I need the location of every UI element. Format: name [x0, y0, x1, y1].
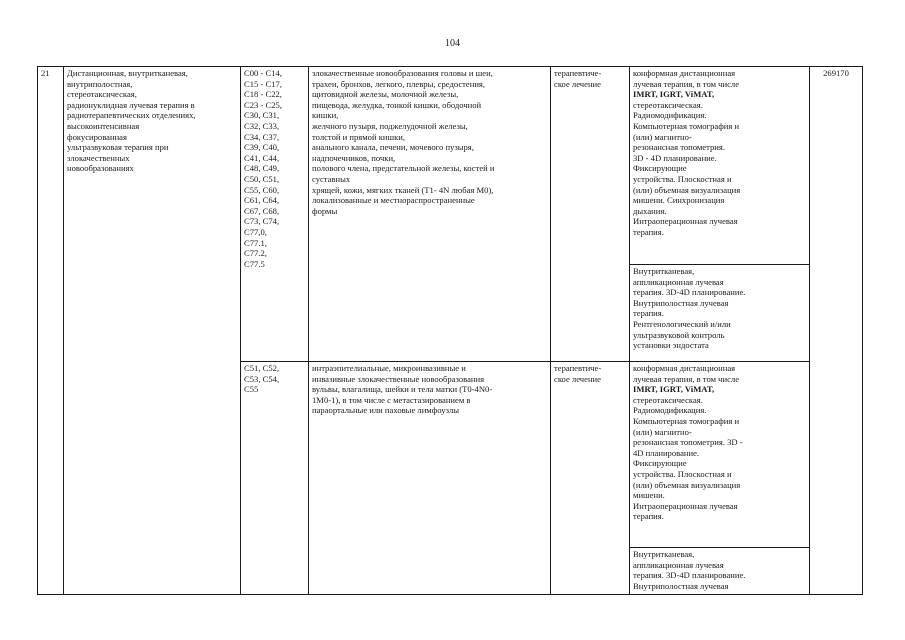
method-line: IMRT, IGRT, ViMAT, — [633, 384, 715, 395]
method-line: терапия. — [633, 226, 664, 237]
procedure-name-line: стереотаксическая, — [67, 89, 137, 100]
icd-codes-cell — [241, 67, 309, 362]
method-line: установки эндостата — [633, 340, 709, 351]
treatment-type-line: ское лечение — [554, 373, 601, 384]
disease-line: формы — [312, 205, 338, 216]
disease-line: 1M0-1), в том числе с метастазированием в — [312, 394, 471, 405]
procedure-name-line: внутриполостная, — [67, 78, 133, 89]
treatment-type-line: ское лечение — [554, 78, 601, 89]
disease-line: анального канала, печени, мочевого пузыря, — [312, 142, 474, 153]
method-line: лучевая терапия, в том числе — [633, 78, 740, 89]
disease-line: хрящей, кожи, мягких тканей (T1- 4N любая M0), — [312, 184, 494, 195]
method-line: дыхания. — [633, 205, 667, 216]
procedure-name-line: радионуклидная лучевая терапия в — [67, 99, 195, 110]
method-line: резонансная топометрия. 3D - — [633, 437, 743, 448]
method-line: Фиксирующие — [633, 163, 687, 174]
disease-line: пищевода, желудка, тонкой кишки, ободочной — [312, 99, 482, 110]
method-line: терапия. — [633, 511, 664, 522]
table-row — [38, 67, 863, 265]
disease-cell — [309, 362, 551, 595]
method-line: стереотаксическая. — [633, 394, 703, 405]
method-line: IMRT, IGRT, ViMAT, — [633, 89, 715, 100]
disease-line: трахеи, бронхов, легкого, плевры, средостения, — [312, 78, 486, 89]
method-line: Внутриполостная лучевая — [633, 580, 729, 591]
method-line: конформная дистанционная — [633, 363, 736, 373]
method-line: конформная дистанционная — [633, 68, 736, 78]
method-line: резонансная топометрия. — [633, 142, 725, 153]
icd-code-line: C18 - C22, — [244, 89, 282, 100]
icd-code-line: C77.5 — [244, 258, 265, 269]
method-cell — [630, 362, 810, 548]
method-line: устройства. Плоскостная и — [633, 468, 732, 479]
treatment-type-cell — [551, 67, 630, 362]
disease-line: желчного пузыря, поджелудочной железы, — [312, 120, 468, 131]
icd-code-line: C15 - C17, — [244, 78, 282, 89]
method-line: 4D планирование. — [633, 447, 700, 458]
method-line: 3D - 4D планирование. — [633, 152, 717, 163]
icd-code-line: C50, C51, — [244, 173, 280, 184]
procedure-name-line: радиотерапевтических отделениях, — [67, 110, 196, 121]
row-number-cell — [38, 67, 64, 595]
method-line: мишени. — [633, 490, 665, 501]
disease-line: суставных — [312, 173, 351, 184]
icd-code-line: C77.1, — [244, 237, 267, 248]
icd-code-line: C77,0, — [244, 226, 267, 237]
procedure-name-line: Дистанционная, внутритканевая, — [67, 68, 188, 78]
row-number: 21 — [41, 68, 50, 78]
method-line: аппликационная лучевая — [633, 559, 724, 570]
icd-code-line: C23 - C25, — [244, 99, 282, 110]
disease-line: интраэпителиальные, микроинвазивные и — [312, 363, 466, 373]
disease-line: параортальные или паховые лимфоузлы — [312, 405, 460, 416]
icd-code-line: C34, C37, — [244, 131, 280, 142]
method-line: (или) объемная визуализация — [633, 184, 741, 195]
method-line: терапия. 3D-4D планирование. — [633, 287, 746, 298]
method-line: аппликационная лучевая — [633, 276, 724, 287]
method-line: стереотаксическая. — [633, 99, 703, 110]
method-line: Внутриполостная лучевая — [633, 297, 729, 308]
procedures-table — [37, 66, 863, 595]
method-line: Интраоперационная лучевая — [633, 500, 738, 511]
method-line: Внутритканевая, — [633, 549, 695, 559]
method-line: терапия. 3D-4D планирование. — [633, 570, 746, 581]
icd-code-line: C32, C33, — [244, 120, 280, 131]
procedure-name-cell — [64, 67, 241, 595]
method-line: (или) магнитно- — [633, 426, 692, 437]
method-line: (или) магнитно- — [633, 131, 692, 142]
treatment-type-line: терапевтиче- — [554, 363, 602, 373]
price-cell — [810, 67, 863, 595]
method-cell — [630, 548, 810, 595]
disease-line: надпочечников, почки, — [312, 152, 396, 163]
method-line: терапия. — [633, 308, 664, 319]
procedure-name-line: фокусированная — [67, 131, 127, 142]
method-line: Радиомодификация. — [633, 405, 707, 416]
icd-code-line: C67, C68, — [244, 205, 280, 216]
icd-code-line: C41, C44, — [244, 152, 280, 163]
method-line: Радиомодификация. — [633, 110, 707, 121]
treatment-type-cell — [551, 362, 630, 595]
method-line: (или) объемная визуализация — [633, 479, 741, 490]
icd-codes-cell — [241, 362, 309, 595]
disease-line: толстой и прямой кишки, — [312, 131, 406, 142]
disease-cell — [309, 67, 551, 362]
icd-code-line: C48, C49, — [244, 163, 280, 174]
method-line: лучевая терапия, в том числе — [633, 373, 740, 384]
disease-line: локализованные и местнораспространенные — [312, 195, 475, 206]
icd-code-line: C77.2, — [244, 248, 267, 259]
method-cell — [630, 67, 810, 265]
disease-line: инвазивные злокачественные новообразования — [312, 373, 485, 384]
disease-line: вульвы, влагалища, шейки и тела матки (T0-4N0- — [312, 384, 493, 395]
disease-line: злокачественные новообразования головы и шеи, — [312, 68, 493, 78]
price-value: 269170 — [823, 68, 849, 78]
method-line: мишени. Синхронизация — [633, 195, 725, 206]
icd-code-line: C00 - C14, — [244, 68, 282, 78]
method-line: Компьютерная томография и — [633, 120, 740, 131]
procedure-name-line: высокоинтенсивная — [67, 120, 140, 131]
method-line: Фиксирующие — [633, 458, 687, 469]
method-line: ультразвуковой контроль — [633, 329, 725, 340]
procedure-name-line: новообразованиях — [67, 163, 134, 174]
procedure-name-line: злокачественных — [67, 152, 130, 163]
method-line: Рентгенологический и/или — [633, 318, 731, 329]
disease-line: полового члена, предстательной железы, костей и — [312, 163, 495, 174]
disease-line: кишки, — [312, 110, 339, 121]
method-line: Интраоперационная лучевая — [633, 216, 738, 227]
icd-code-line: C51, C52, — [244, 363, 280, 373]
icd-code-line: C55 — [244, 384, 259, 395]
icd-code-line: C30, C31, — [244, 110, 280, 121]
procedure-name-line: ультразвуковая терапия при — [67, 142, 169, 153]
icd-code-line: C73, C74, — [244, 216, 280, 227]
method-line: Компьютерная томография и — [633, 415, 740, 426]
treatment-type-line: терапевтиче- — [554, 68, 602, 78]
method-line: устройства. Плоскостная и — [633, 173, 732, 184]
icd-code-line: C39, C40, — [244, 142, 280, 153]
icd-code-line: C55, C60, — [244, 184, 280, 195]
icd-code-line: C53, C54, — [244, 373, 280, 384]
method-cell — [630, 265, 810, 362]
icd-code-line: C61, C64, — [244, 195, 280, 206]
method-line: Внутритканевая, — [633, 266, 695, 276]
page-number: 104 — [445, 38, 460, 49]
disease-line: щитовидной железы, молочной железы, — [312, 89, 459, 100]
